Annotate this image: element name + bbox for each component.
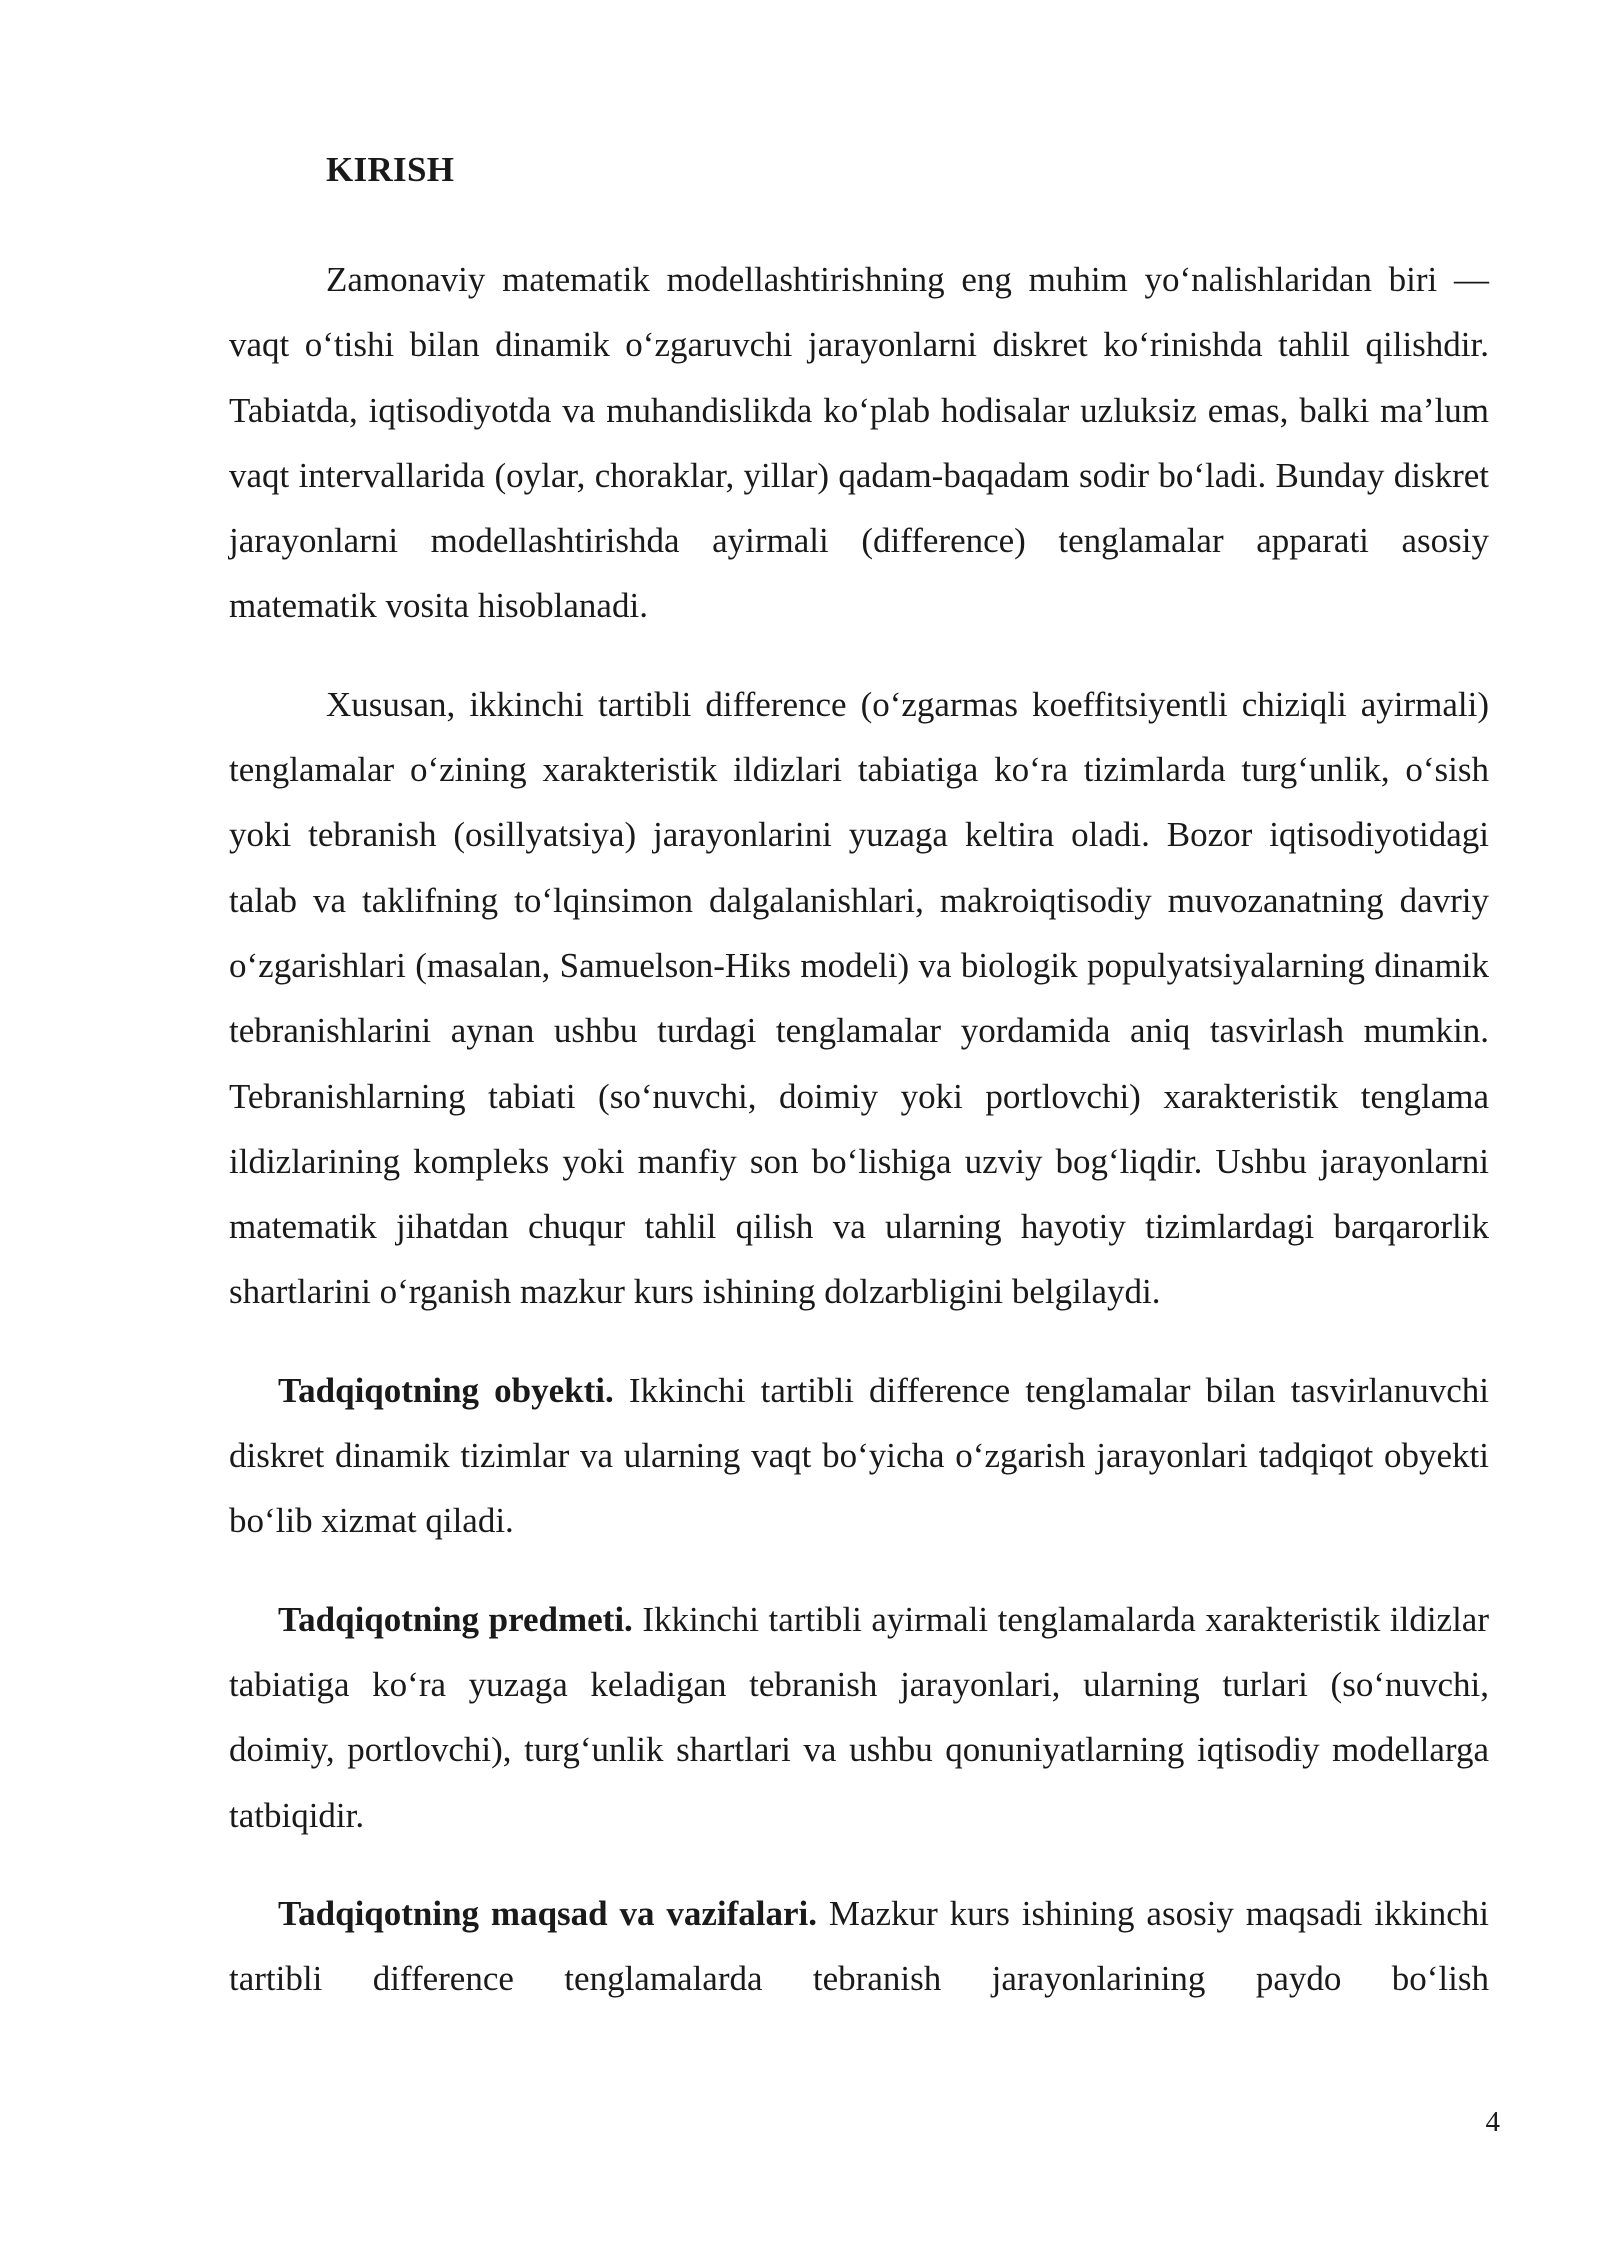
body-text (229, 247, 1489, 2011)
paragraph-lead: Tadqiqotning maqsad va vazifalari. (278, 1893, 818, 1933)
paragraph-lead: Tadqiqotning obyekti. (278, 1370, 614, 1410)
paragraph-text: Zamonaviy matematik modellashtirishning eng muhim yo‘nalishlaridan biri — vaqt o‘tishi bilan dinamik o‘zgaruvchi jarayonlarni diskret ko‘rinishda tahlil qilishdir. Tabiatda, iqtisodiyotda va muhandislikda ko‘plab hodisalar uzluksiz emas, balki ma’lum vaqt intervallarida (oylar, choraklar, yillar) qadam-baqadam sodir bo‘ladi. Bunday diskret jarayonlarni modellashtirishda ayirmali (difference) tenglamalar apparati asosiy matematik vosita hisoblanadi. (229, 260, 1489, 626)
paragraph-introduction (229, 247, 1489, 639)
paragraph-goals-and-tasks (229, 1881, 1489, 2012)
page-number: 4 (1485, 2106, 1500, 2138)
paragraph-research-subject (229, 1587, 1489, 1848)
paragraph-text: Ikkinchi tartibli difference tenglamalar bilan tasvirlanuvchi diskret dinamik tizimlar va ularning vaqt bo‘yicha o‘zgarish jarayonlari tadqiqot obyekti bo‘lib xizmat qiladi. (229, 1370, 1489, 1541)
paragraph-text: Mazkur kurs ishining asosiy maqsadi ikkinchi tartibli difference tenglamalarda tebranish jarayonlarining paydo bo‘lish (229, 1893, 1489, 1999)
paragraph-text: Ikkinchi tartibli ayirmali tenglamalarda xarakteristik ildizlar tabiatiga ko‘ra yuzaga keladigan tebranish jarayonlari, ularning turlari (so‘nuvchi, doimiy, portlovchi), turg‘unlik shartlari va ushbu qonuniyatlarning iqtisodiy modellarga tatbiqidir. (229, 1599, 1489, 1835)
paragraph-lead: Tadqiqotning predmeti. (278, 1599, 633, 1639)
section-heading: KIRISH (326, 150, 455, 189)
paragraph-research-object (229, 1358, 1489, 1554)
paragraph-relevance (229, 672, 1489, 1325)
paragraph-text: Xususan, ikkinchi tartibli difference (o‘zgarmas koeffitsiyentli chiziqli ayirmali) tenglamalar o‘zining xarakteristik ildizlari tabiatiga ko‘ra tizimlarda turg‘unlik, o‘sish yoki tebranish (osillyatsiya) jarayonlarini yuzaga keltira oladi. Bozor iqtisodiyotidagi talab va taklifning to‘lqinsimon dalgalanishlari, makroiqtisodiy muvozanatning davriy o‘zgarishlari (masalan, Samuelson-Hiks modeli) va biologik populyatsiyalarning dinamik tebranishlarini aynan ushbu turdagi tenglamalar yordamida aniq tasvirlash mumkin. Tebranishlarning tabiati (so‘nuvchi, doimiy yoki portlovchi) xarakteristik tenglama ildizlarining kompleks yoki manfiy son bo‘lishiga uzviy bog‘liqdir. Ushbu jarayonlarni matematik jihatdan chuqur tahlil qilish va ularning hayotiy tizimlardagi barqarorlik shartlarini o‘rganish mazkur kurs ishining dolzarbligini belgilaydi. (229, 684, 1489, 1312)
